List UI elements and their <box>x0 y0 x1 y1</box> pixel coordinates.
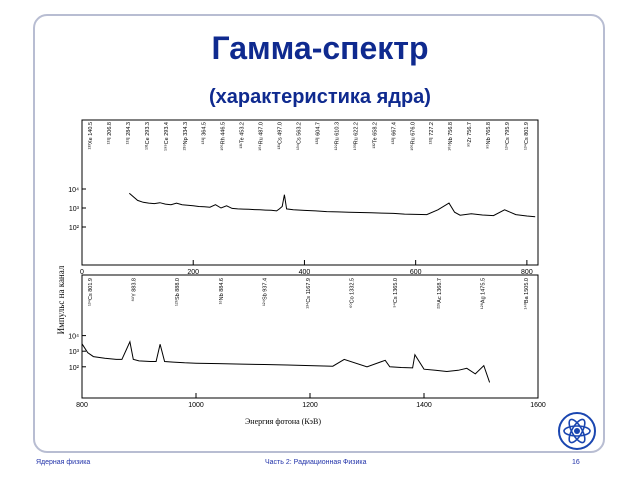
peak-label: ¹³¹Cs 497.0 <box>277 122 284 150</box>
peak-label: ¹³⁴Cs 795.9 <box>505 122 511 151</box>
peak-label: ¹³²I 667.4 <box>391 122 398 145</box>
x-tick-label: 1200 <box>302 402 318 409</box>
peak-label: ⁶⁰Co 1332.5 <box>349 278 356 308</box>
peak-label: ¹³¹I 284.3 <box>125 122 132 145</box>
atom-logo-icon <box>557 411 597 451</box>
y-axis-label: Импульс на канал <box>56 265 66 335</box>
x-tick-label: 0 <box>80 269 84 276</box>
peak-label: ¹⁰⁵Rh 446.5 <box>220 122 227 151</box>
peak-label: ¹³⁴Cs 801.9 <box>524 122 530 151</box>
footer-page-number: 16 <box>572 459 580 466</box>
peak-label: ⁹⁵Nb 765.8 <box>486 122 493 149</box>
peak-label: ²²⁸Ac 1368.7 <box>436 278 443 309</box>
spectrum-line <box>82 342 490 383</box>
peak-label: ⁸⁹Y 883.8 <box>131 278 138 302</box>
peak-label: ¹⁴⁰Ba 1505.0 <box>524 278 530 310</box>
y-tick-label: 10³ <box>68 206 79 213</box>
y-tick-label: 10⁴ <box>68 187 79 194</box>
y-tick-label: 10⁴ <box>68 333 79 341</box>
peak-label: ¹²⁹Ru 610.3 <box>334 122 341 151</box>
peak-label: ¹³³Xe 140.5 <box>88 122 94 150</box>
y-tick-label: 10² <box>68 364 79 372</box>
x-tick-label: 400 <box>298 269 311 276</box>
peak-label: ¹³¹I 206.8 <box>107 122 113 145</box>
y-tick-label: 10² <box>68 225 79 232</box>
slide-subtitle: (характеристика ядра) <box>209 86 431 108</box>
spectrum-line <box>129 193 535 217</box>
peak-label: ¹³²I 727.2 <box>429 122 436 145</box>
peak-label: ¹⁹⁹Ce 293.4 <box>163 122 170 151</box>
peak-label: ¹³²Te 658.2 <box>372 122 379 149</box>
peak-label: ⁹⁵Zr 756.7 <box>467 122 474 148</box>
peak-label: ¹⁶Nb 884.6 <box>218 278 225 305</box>
peak-label: ²³⁹Np 334.3 <box>182 122 189 151</box>
x-tick-label: 800 <box>521 269 533 276</box>
footer-section-name: Часть 2: Радиационная Физика <box>265 459 367 466</box>
peak-label: ¹²⁸Ag 1475.5 <box>480 278 487 310</box>
x-tick-label: 200 <box>187 269 200 276</box>
peak-label: ¹³¹I 364.5 <box>201 122 208 145</box>
spectrum-panel-low-energy <box>68 120 538 276</box>
peak-label: ¹⁰⁴Ru 487.0 <box>258 122 265 151</box>
peak-label: ¹²⁴Sb 937.4 <box>262 278 269 307</box>
slide-title: Гамма-спектр <box>211 30 429 66</box>
peak-label: ¹³⁴Cs 563.2 <box>296 122 303 151</box>
y-tick-label: 10³ <box>68 349 79 357</box>
peak-label: ¹³⁴Cs 1167.9 <box>306 278 312 309</box>
peak-label: ¹⁰³Ru 622.2 <box>353 122 360 151</box>
peak-label: ¹³²I 604.7 <box>315 122 322 145</box>
x-tick-label: 1400 <box>416 402 432 409</box>
peak-label: ¹⁰⁵Ru 676.0 <box>410 122 417 151</box>
spectrum-panel-high-energy <box>68 275 546 409</box>
x-tick-label: 1000 <box>188 402 204 409</box>
peak-label: ¹³¹Ce 293.3 <box>144 122 151 150</box>
peak-label: ¹³⁴Cs 801.9 <box>88 278 94 307</box>
peak-label: ⁹⁴Cs 1365.0 <box>393 278 400 308</box>
x-tick-label: 1600 <box>530 402 546 409</box>
x-axis-label: Энергия фотона (КэВ) <box>245 417 321 426</box>
x-tick-label: 600 <box>409 269 422 276</box>
footer-course-name: Ядерная физика <box>36 459 91 466</box>
peak-label: ¹³¹Te 453.2 <box>239 122 246 149</box>
x-tick-label: 800 <box>76 402 88 409</box>
peak-label: ¹²⁶Sb 888.0 <box>175 278 182 306</box>
peak-label: ¹⁰⁹Nb 756.8 <box>448 122 455 151</box>
